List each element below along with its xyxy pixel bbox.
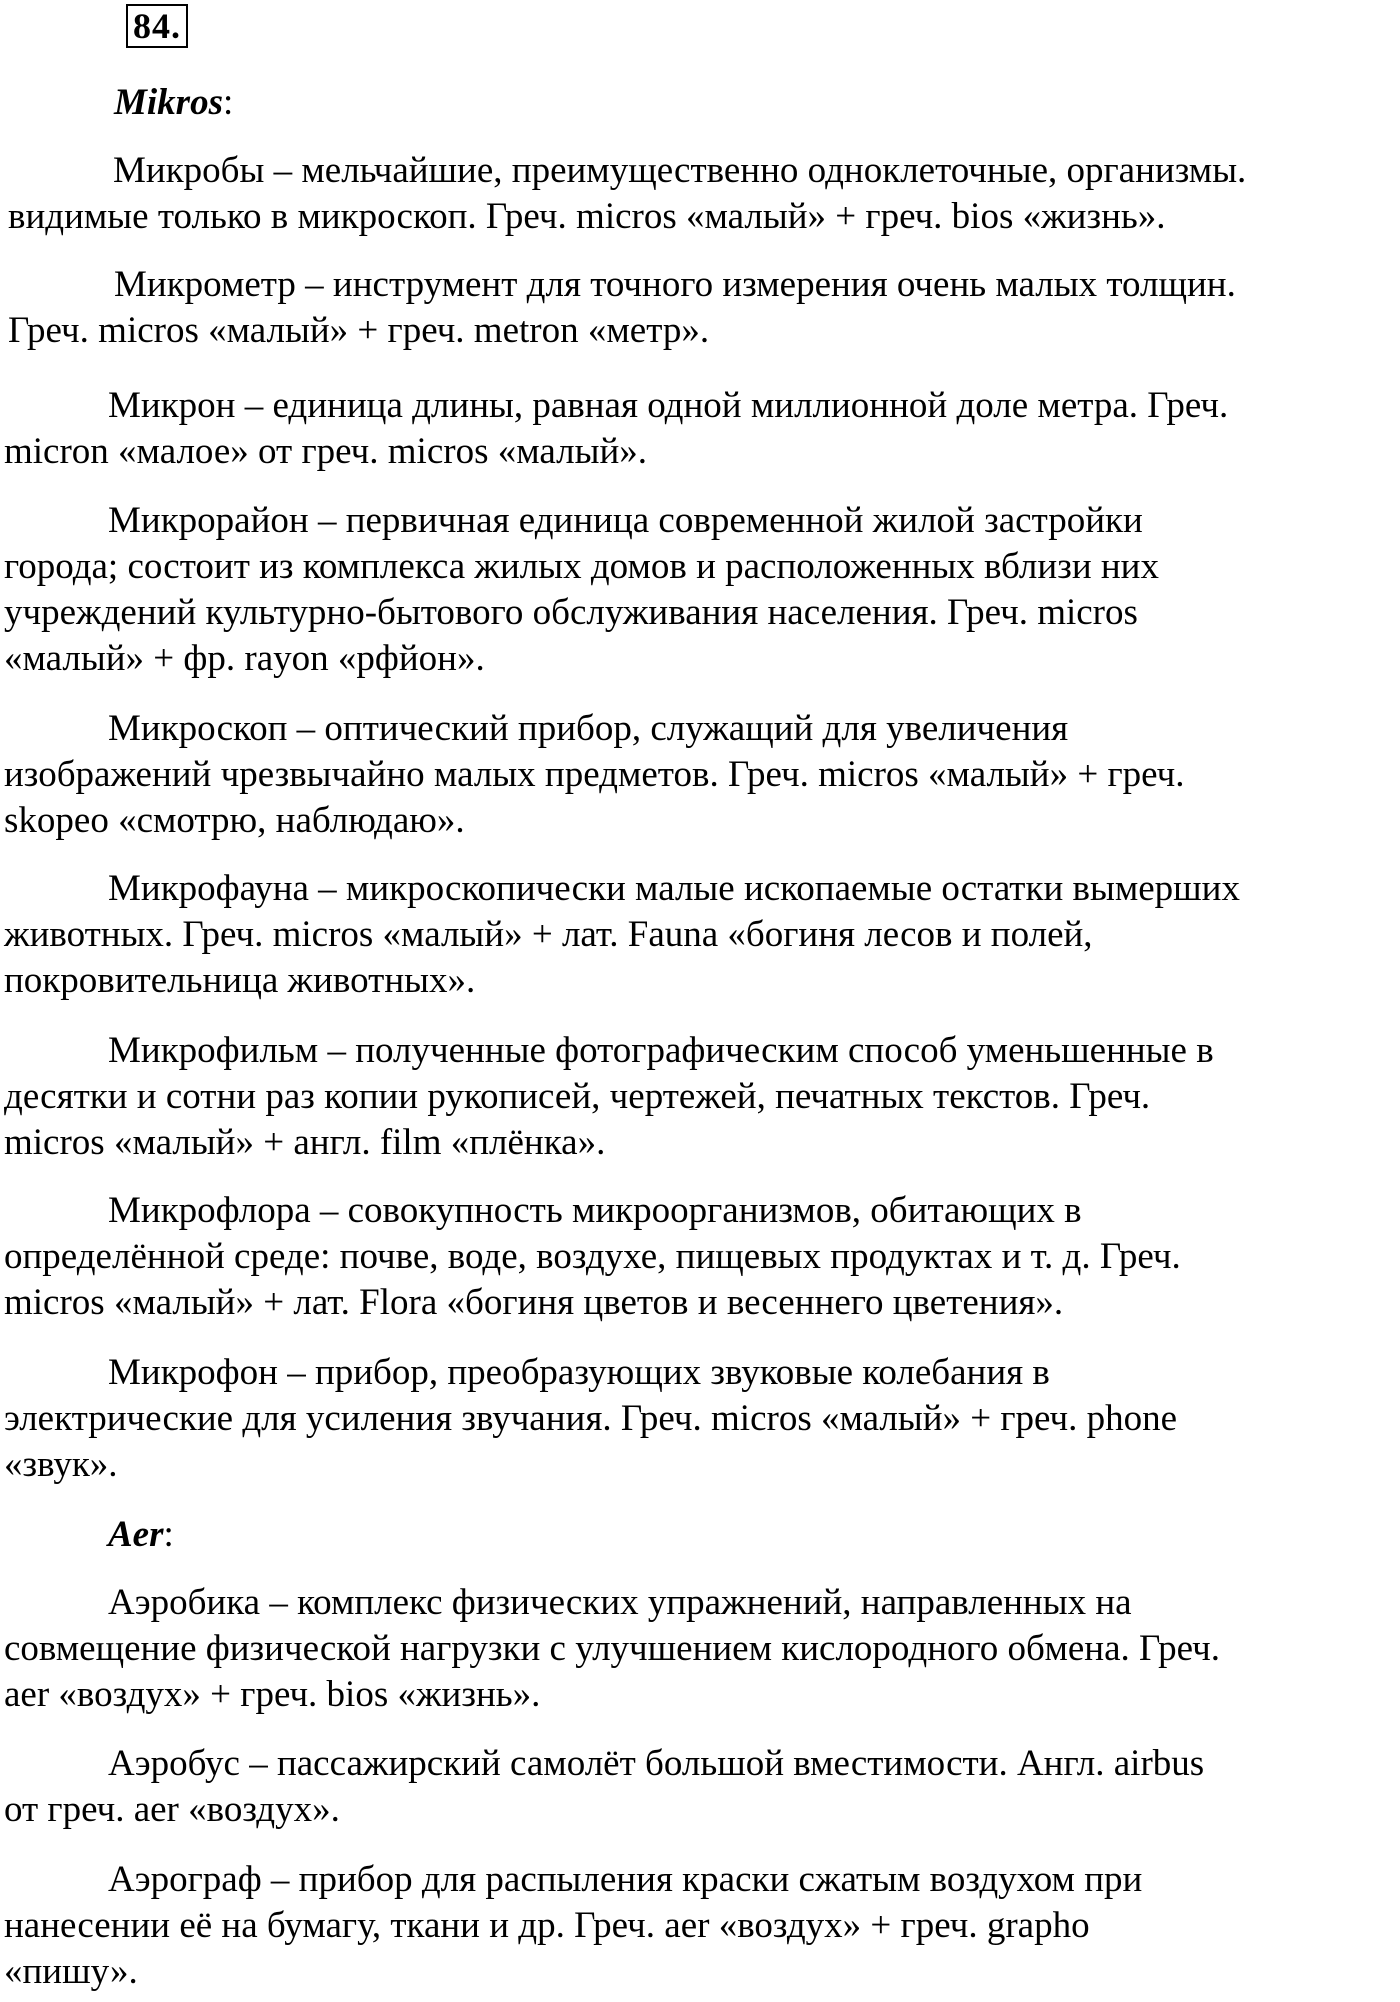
entry-mikroflora	[4, 1188, 1181, 1326]
entry-line: города; состоит из комплекса жилых домов и расположенных вблизи них	[4, 546, 1159, 587]
entry-line: Микрорайон – первичная единица современной жилой застройки	[108, 500, 1143, 541]
entry-line: Микрофон – прибор, преобразующих звуковые колебания в	[108, 1352, 1050, 1393]
entry-line: животных. Греч. micros «малый» + лат. Fauna «богиня лесов и полей,	[4, 914, 1093, 955]
exercise-number: 84.	[126, 4, 188, 48]
entry-line: Микрофауна – микроскопически малые ископаемые остатки вымерших	[108, 868, 1240, 909]
entry-line: «звук».	[4, 1444, 118, 1485]
entry-mikrorayon	[4, 498, 1159, 682]
entry-line: Греч. micros «малый» + греч. metron «метр».	[8, 310, 710, 351]
entry-line: skopeo «смотрю, наблюдаю».	[4, 800, 465, 841]
section-heading-mikros	[114, 80, 233, 126]
entry-mikrofon	[4, 1350, 1177, 1488]
entry-aerobika	[4, 1580, 1220, 1718]
section-heading-aer	[108, 1512, 174, 1558]
entry-aerobus	[4, 1741, 1204, 1833]
entry-line: Микрофильм – полученные фотографическим способ уменьшенные в	[108, 1030, 1214, 1071]
section-root: Aer	[108, 1514, 164, 1555]
entry-aerograf	[4, 1857, 1142, 1995]
entry-mikroskop	[4, 706, 1185, 844]
entry-line: Микрометр – инструмент для точного измерения очень малых толщин.	[114, 264, 1236, 305]
section-colon: :	[222, 82, 234, 123]
entry-line: Микробы – мельчайшие, преимущественно одноклеточные, организмы.	[113, 150, 1247, 191]
entry-line: электрические для усиления звучания. Греч. micros «малый» + греч. phone	[4, 1398, 1178, 1439]
entry-mikron	[4, 383, 1228, 475]
entry-line: Микроскоп – оптический прибор, служащий для увеличения	[108, 708, 1069, 749]
entry-line: от греч. aer «воздух».	[4, 1789, 340, 1830]
entry-mikroby	[8, 148, 1246, 240]
entry-line: Микрофлора – совокупность микроорганизмов, обитающих в	[108, 1190, 1082, 1231]
section-root: Mikros	[114, 82, 223, 123]
entry-line: учреждений культурно-бытового обслуживания населения. Греч. micros	[4, 592, 1138, 633]
entry-mikrometr	[8, 262, 1236, 354]
entry-mikrofauna	[4, 866, 1240, 1004]
entry-line: micron «малое» от греч. micros «малый».	[4, 431, 648, 472]
entry-line: видимые только в микроскоп. Греч. micros «малый» + греч. bios «жизнь».	[8, 196, 1166, 237]
entry-line: aer «воздух» + греч. bios «жизнь».	[4, 1674, 541, 1715]
entry-line: Аэрограф – прибор для распыления краски сжатым воздухом при	[108, 1859, 1143, 1900]
entry-line: Аэробус – пассажирский самолёт большой вместимости. Англ. airbus	[108, 1743, 1205, 1784]
entry-line: совмещение физической нагрузки с улучшением кислородного обмена. Греч.	[4, 1628, 1220, 1669]
entry-line: покровительница животных».	[4, 960, 476, 1001]
entry-line: micros «малый» + лат. Flora «богиня цветов и весеннего цветения».	[4, 1282, 1064, 1323]
entry-line: нанесении её на бумагу, ткани и др. Греч. aer «воздух» + греч. grapho	[4, 1905, 1090, 1946]
entry-line: определённой среде: почве, воде, воздухе, пищевых продуктах и т. д. Греч.	[4, 1236, 1181, 1277]
entry-line: десятки и сотни раз копии рукописей, чертежей, печатных текстов. Греч.	[4, 1076, 1151, 1117]
section-colon: :	[163, 1514, 174, 1555]
entry-mikrofilm	[4, 1028, 1214, 1166]
entry-line: «пишу».	[4, 1951, 138, 1992]
entry-line: micros «малый» + англ. film «плёнка».	[4, 1122, 606, 1163]
entry-line: Аэробика – комплекс физических упражнений, направленных на	[108, 1582, 1132, 1623]
entry-line: «малый» + фр. rayon «рфйон».	[4, 638, 485, 679]
entry-line: Микрон – единица длины, равная одной миллионной доле метра. Греч.	[108, 385, 1229, 426]
entry-line: изображений чрезвычайно малых предметов. Греч. micros «малый» + греч.	[4, 754, 1185, 795]
